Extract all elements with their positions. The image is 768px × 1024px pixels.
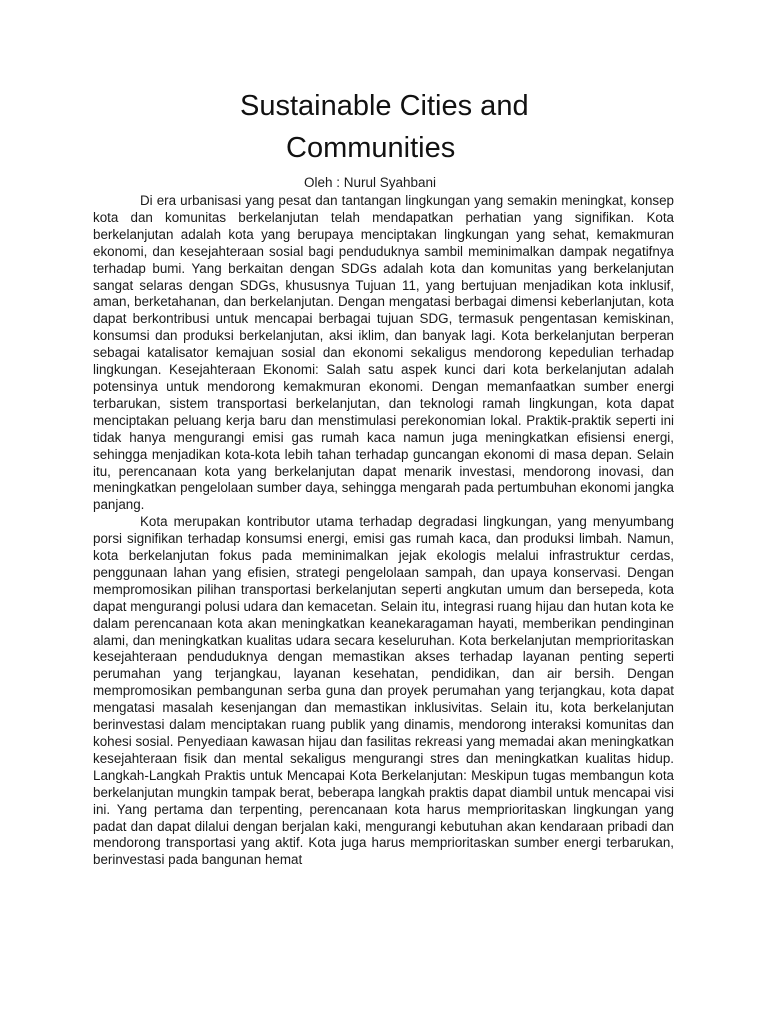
body-paragraph-1: Di era urbanisasi yang pesat dan tantangan lingkungan yang semakin meningkat, konsep kota dan komunitas berkelanjutan telah mendapatkan perhatian yang signifikan. Kota berkelanjutan adalah kota yang berupaya menciptakan lingkungan yang sehat, kemakmuran ekonomi, dan kesejahteraan sosial bagi penduduknya sambil meminimalkan dampak negatifnya terhadap bumi. Yang berkaitan dengan SDGs adalah kota dan komunitas yang berkelanjutan sangat selaras dengan SDGs, khususnya Tujuan 11, yang bertujuan menjadikan kota inklusif, aman, berketahanan, dan berkelanjutan. Dengan mengatasi berbagai dimensi keberlanjutan, kota dapat berkontribusi untuk mencapai berbagai tujuan SDG, termasuk pengentasan kemiskinan, konsumsi dan produksi berkelanjutan, aksi iklim, dan banyak lagi. Kota berkelanjutan berperan sebagai katalisator kemajuan sosial dan ekonomi sekaligus mendorong kepedulian terhadap lingkungan. Kesejahteraan Ekonomi: Salah satu aspek kunci dari kota berkelanjutan adalah potensinya untuk mendorong kemakmuran ekonomi. Dengan memanfaatkan sumber energi terbarukan, sistem transportasi berkelanjutan, dan teknologi ramah lingkungan, kota dapat menciptakan peluang kerja baru dan menstimulasi perekonomian lokal. Praktik-praktik seperti ini tidak hanya mengurangi emisi gas rumah kaca namun juga meningkatkan efisiensi energi, sehingga menjadikan kota-kota lebih tahan terhadap guncangan ekonomi di masa depan. Selain itu, perencanaan kota yang berkelanjutan dapat menarik investasi, mendorong inovasi, dan meningkatkan pengelolaan sumber daya, sehingga mengarah pada pertumbuhan ekonomi jangka panjang. xyxy=(93,193,674,513)
body-paragraph-2: Kota merupakan kontributor utama terhadap degradasi lingkungan, yang menyumbang porsi signifikan terhadap konsumsi energi, emisi gas rumah kaca, dan produksi limbah. Namun, kota berkelanjutan fokus pada meminimalkan jejak ekologis melalui infrastruktur cerdas, penggunaan lahan yang efisien, strategi pengelolaan sampah, dan upaya konservasi. Dengan mempromosikan pilihan transportasi berkelanjutan seperti angkutan umum dan bersepeda, kota dapat mengurangi polusi udara dan kemacetan. Selain itu, integrasi ruang hijau dan hutan kota ke dalam perencanaan kota akan meningkatkan keanekaragaman hayati, memberikan pendinginan alami, dan meningkatkan kualitas udara secara keseluruhan. Kota berkelanjutan memprioritaskan kesejahteraan penduduknya dengan memastikan akses terhadap layanan penting seperti perumahan yang terjangkau, layanan kesehatan, pendidikan, dan air bersih. Dengan mempromosikan pembangunan serba guna dan proyek perumahan yang terjangkau, kota dapat mengatasi masalah kesenjangan dan memastikan inklusivitas. Selain itu, kota berkelanjutan berinvestasi dalam menciptakan ruang publik yang dinamis, mendorong interaksi komunitas dan kohesi sosial. Penyediaan kawasan hijau dan fasilitas rekreasi yang memadai akan meningkatkan kesejahteraan fisik dan mental sekaligus mengurangi stres dan meningkatkan kualitas hidup. Langkah-Langkah Praktis untuk Mencapai Kota Berkelanjutan: Meskipun tugas membangun kota berkelanjutan mungkin tampak berat, beberapa langkah praktis dapat diambil untuk mencapai visi ini. Yang pertama dan terpenting, perencanaan kota harus memprioritaskan lingkungan yang padat dan dapat dilalui dengan berjalan kaki, mengurangi kebutuhan akan kendaraan pribadi dan mendorong transportasi yang aktif. Kota juga harus memprioritaskan sumber energi terbarukan, berinvestasi pada bangunan hemat xyxy=(93,514,674,868)
document-body xyxy=(93,193,674,869)
author-byline: Oleh : Nurul Syahbani xyxy=(303,175,437,190)
document-title-line-2: Communities xyxy=(286,132,456,164)
document-title-line-1: Sustainable Cities and xyxy=(240,90,529,122)
